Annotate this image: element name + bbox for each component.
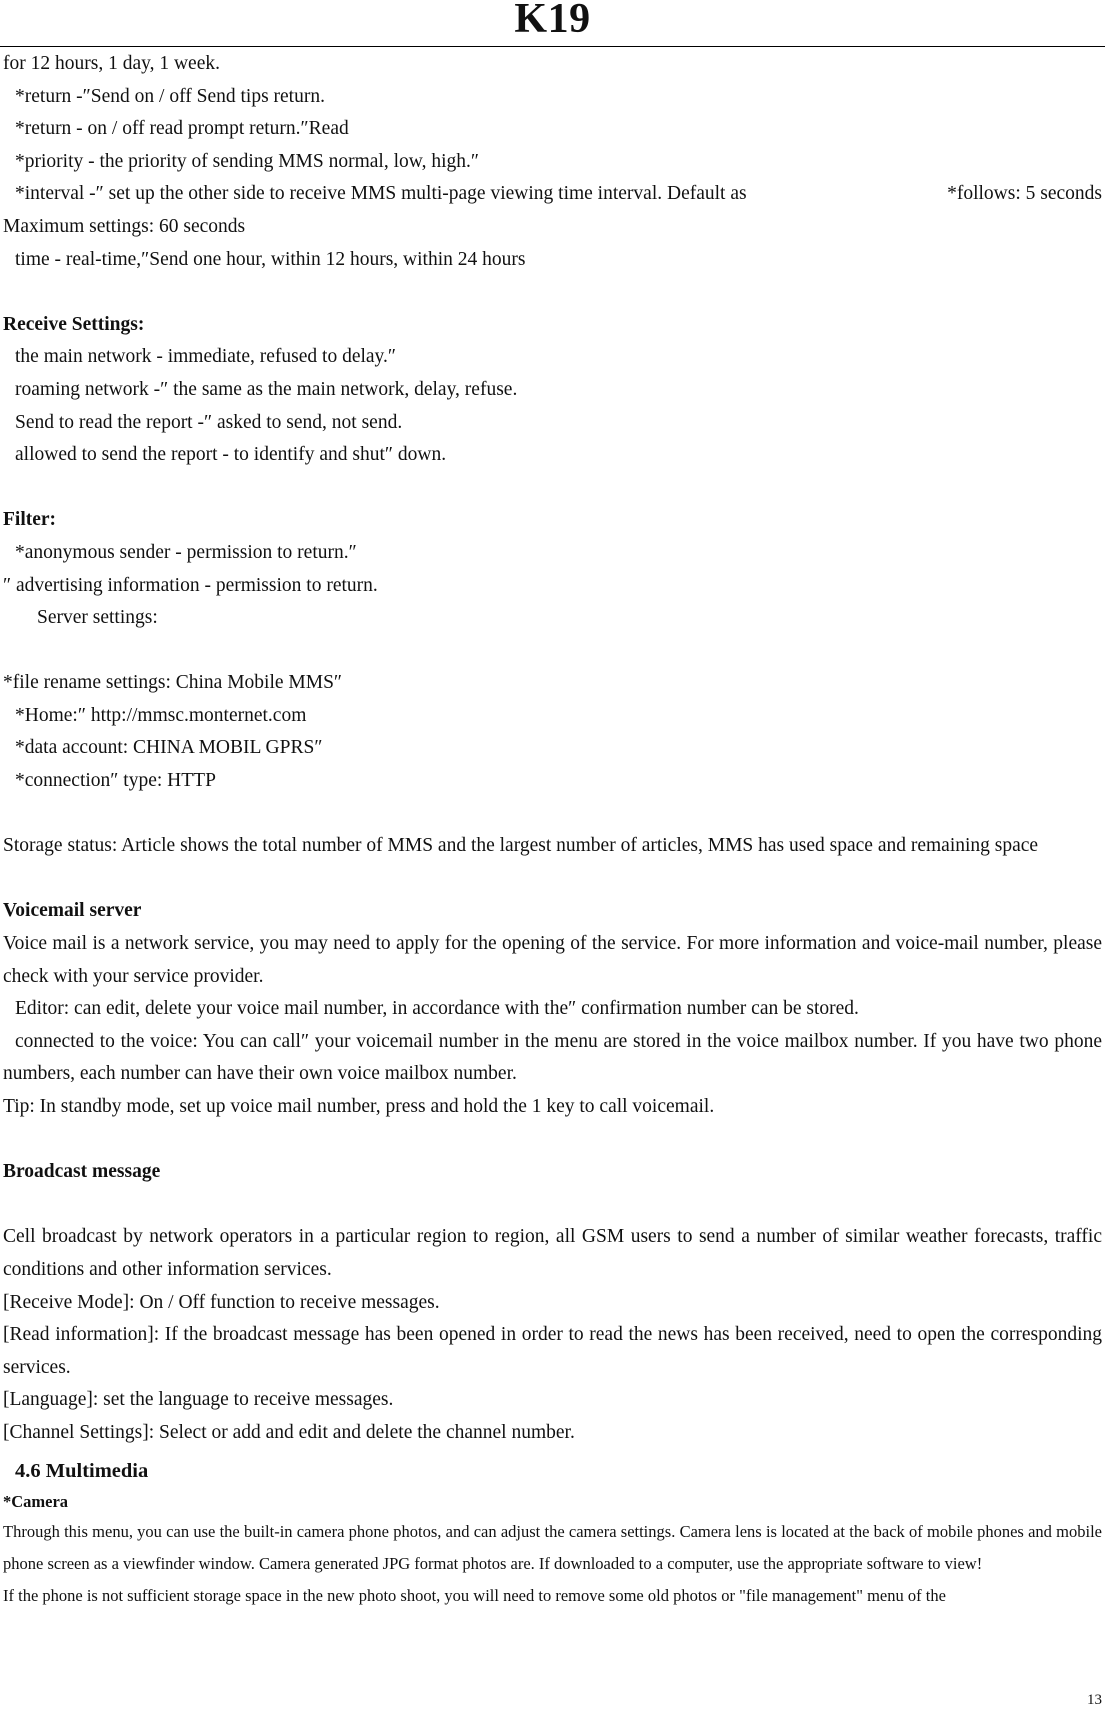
- text-line: *Home:″ http://mmsc.monternet.com: [15, 704, 307, 726]
- paragraph: [Read information]: If the broadcast message has been opened in order to read the news has been received, need to open the corresponding services.: [3, 1324, 1102, 1378]
- text-line: Maximum settings: 60 seconds: [3, 215, 246, 237]
- paragraph: Through this menu, you can use the built-in camera phone photos, and can adjust the camera settings. Camera lens is located at the back of mobile phones and mobile phone screen as a viewfinder window. Camera generated JPG format photos are. If downloaded to a computer, use the appropriate software to view!: [3, 1521, 1102, 1573]
- text-line: *return -″Send on / off Send tips return.: [15, 85, 325, 107]
- text-line: Server settings:: [37, 607, 158, 629]
- text-line: ″ advertising information - permission to return.: [3, 574, 378, 596]
- page-header: [0, 0, 1105, 47]
- text-line: [Language]: set the language to receive messages.: [3, 1389, 394, 1411]
- text-line: [3, 178, 1102, 211]
- text-line: roaming network -″ the same as the main network, delay, refuse.: [15, 378, 518, 400]
- text-line: [Receive Mode]: On / Off function to receive messages.: [3, 1291, 440, 1313]
- text-line: allowed to send the report - to identify and shut″ down.: [15, 444, 447, 466]
- paragraph: Cell broadcast by network operators in a particular region to region, all GSM users to send a number of similar weather forecasts, traffic conditions and other information services.: [3, 1226, 1102, 1280]
- text-line: the main network - immediate, refused to delay.″: [15, 346, 397, 368]
- text-line: *return - on / off read prompt return.″Read: [15, 118, 349, 140]
- section-heading: Broadcast message: [3, 1161, 161, 1183]
- text-segment: *follows: 5 seconds: [947, 183, 1102, 205]
- text-segment: *interval -″ set up the other side to receive MMS multi-page viewing time interval. Default as: [15, 183, 747, 205]
- text-line: time - real-time,″Send one hour, within 12 hours, within 24 hours: [15, 248, 526, 270]
- paragraph: connected to the voice: You can call″ your voicemail number in the menu are stored in the voice mailbox number. If you have two phone numbers, each number can have their own voice mailbox number.: [3, 1030, 1102, 1085]
- page-title: K19: [514, 0, 591, 42]
- text-line: *connection″ type: HTTP: [15, 770, 216, 792]
- chapter-heading: 4.6 Multimedia: [15, 1459, 149, 1482]
- text-line: [Channel Settings]: Select or add and edit and delete the channel number.: [3, 1421, 575, 1443]
- text-line: Editor: can edit, delete your voice mail number, in accordance with the″ confirmation number can be stored.: [15, 998, 859, 1020]
- subsection-heading: *Camera: [3, 1491, 69, 1511]
- page-number: 13: [1087, 1692, 1102, 1708]
- section-heading: Receive Settings:: [3, 313, 145, 335]
- section-heading: Filter:: [3, 509, 57, 531]
- text-line: If the phone is not sufficient storage space in the new photo shoot, you will need to remove some old photos or "file management" menu of the: [3, 1586, 946, 1606]
- text-line: *anonymous sender - permission to return.″: [15, 541, 357, 563]
- text-line: *data account: CHINA MOBIL GPRS″: [15, 737, 323, 759]
- text-line: Tip: In standby mode, set up voice mail number, press and hold the 1 key to call voicemail.: [3, 1096, 715, 1117]
- document-body: [3, 48, 1102, 1613]
- text-line: for 12 hours, 1 day, 1 week.: [3, 53, 220, 74]
- text-line: *priority - the priority of sending MMS normal, low, high.″: [15, 150, 479, 172]
- text-line: Send to read the report -″ asked to send, not send.: [15, 411, 403, 433]
- text-line: *file rename settings: China Mobile MMS″: [3, 672, 343, 694]
- section-heading: Voicemail server: [3, 900, 142, 922]
- paragraph: Voice mail is a network service, you may need to apply for the opening of the service. For more information and voice-mail number, please check with your service provider.: [3, 933, 1102, 987]
- paragraph: Storage status: Article shows the total number of MMS and the largest number of articles, MMS has used space and remaining space: [3, 835, 1039, 857]
